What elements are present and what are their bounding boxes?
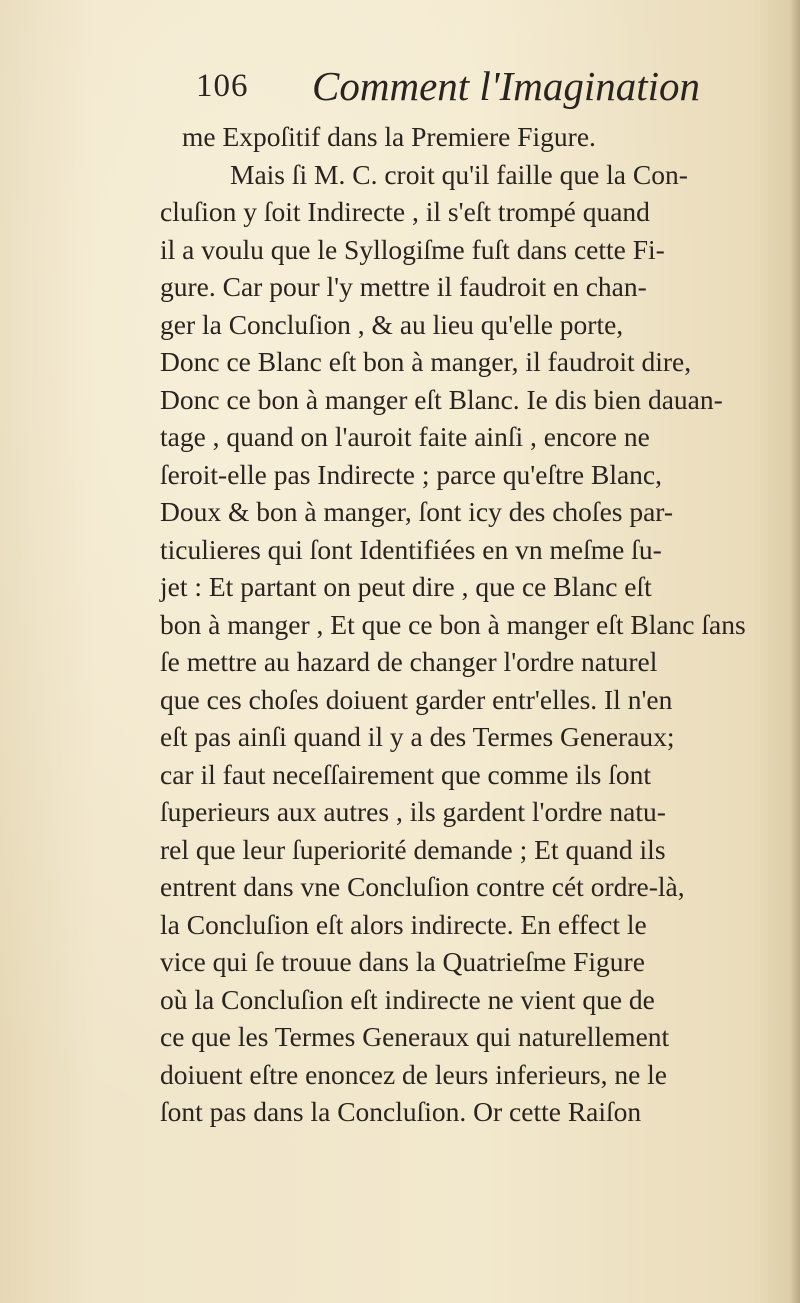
text-line: rel que leur ſuperiorité demande ; Et quand ils — [160, 833, 666, 865]
text-line: ſeroit-elle pas Indirecte ; parce qu'eſtre Blanc, — [160, 458, 662, 490]
text-line: bon à manger , Et que ce bon à manger eſt Blanc ſans — [160, 608, 746, 640]
text-line: me Expoſitif dans la Premiere Figure. — [182, 121, 596, 152]
text-line: tage , quand on l'auroit faite ainſi , encore ne — [160, 421, 650, 452]
text-line: entrent dans vne Concluſion contre cét ordre-là, — [160, 871, 685, 902]
text-line: que ces choſes doiuent garder entr'elles. Il n'en — [160, 683, 673, 715]
text-line: gure. Car pour l'y mettre il faudroit en chan- — [160, 271, 647, 302]
running-head — [196, 62, 716, 122]
text-line: jet : Et partant on peut dire , que ce Blanc eſt — [160, 571, 652, 602]
text-line: vice qui ſe trouue dans la Quatrieſme Figure — [160, 946, 645, 977]
text-line: il a voulu que le Syllogiſme fuſt dans cette Fi- — [160, 233, 665, 265]
text-line: eſt pas ainſi quand il y a des Termes Generaux; — [160, 721, 675, 752]
text-line: Donc ce Blanc eſt bon à manger, il faudroit dire, — [160, 346, 692, 377]
text-line: car il faut neceſſairement que comme ils ſont — [160, 758, 651, 790]
body-text — [160, 118, 800, 1131]
text-line: ticulieres qui ſont Identifiées en vn meſme ſu- — [160, 533, 662, 565]
running-title: Comment l'Imagination — [312, 63, 700, 109]
text-line: doiuent eſtre enoncez de leurs inferieurs, ne le — [160, 1058, 667, 1090]
text-line: Donc ce bon à manger eſt Blanc. Ie dis bien dauan- — [160, 383, 723, 415]
text-line: ſuperieurs aux autres , ils gardent l'ordre natu- — [160, 796, 666, 827]
text-line: Doux & bon à manger, ſont icy des choſes par- — [160, 496, 674, 527]
text-line: où la Concluſion eſt indirecte ne vient que de — [160, 983, 655, 1015]
text-line: ger la Concluſion , & au lieu qu'elle porte, — [160, 308, 624, 340]
text-line: ſe mettre au hazard de changer l'ordre naturel — [160, 646, 658, 677]
text-line: cluſion y ſoit Indirecte , il s'eſt trompé quand — [160, 196, 650, 227]
text-line: ce que les Termes Generaux qui naturellement — [160, 1021, 670, 1052]
text-line: Mais ſi M. C. croit qu'il faille que la Con- — [230, 158, 688, 190]
text-line: ſont pas dans la Concluſion. Or cette Raiſon — [160, 1096, 642, 1127]
text-line: la Concluſion eſt alors indirecte. En effect le — [160, 908, 647, 940]
page-number: 106 — [196, 68, 249, 104]
